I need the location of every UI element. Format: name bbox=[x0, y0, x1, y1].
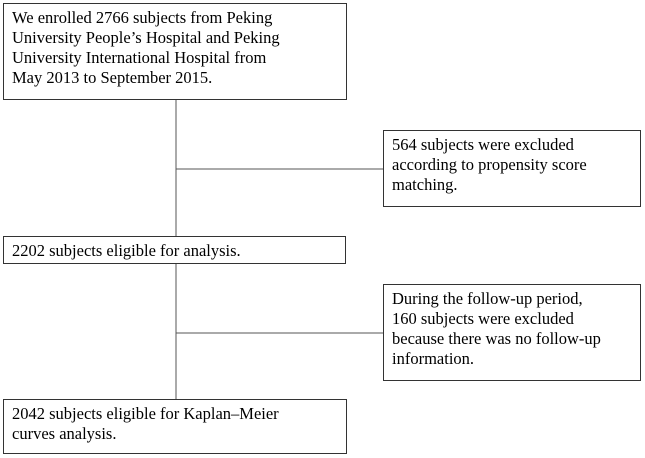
excluded-followup-text-line: because there was no follow-up bbox=[392, 329, 601, 348]
eligible-km-box bbox=[3, 399, 347, 454]
excluded-psm-text-line: 564 subjects were excluded bbox=[392, 135, 574, 154]
eligible-km-text-line: 2042 subjects eligible for Kaplan–Meier bbox=[12, 404, 279, 423]
enrolled-text-line: We enrolled 2766 subjects from Peking bbox=[12, 8, 273, 27]
enrolled-text-line: University International Hospital from bbox=[12, 48, 267, 67]
eligible-km-text-line: curves analysis. bbox=[12, 424, 117, 443]
excluded-followup-text-line: 160 subjects were excluded bbox=[392, 309, 574, 328]
enrolled-box bbox=[3, 3, 347, 100]
excluded-followup-text-line: information. bbox=[392, 349, 475, 368]
enrolled-text-line: University People’s Hospital and Peking bbox=[12, 28, 280, 47]
excluded-followup-text-line: During the follow-up period, bbox=[392, 289, 583, 308]
eligible-analysis-text-line: 2202 subjects eligible for analysis. bbox=[12, 241, 241, 260]
excluded-psm-text-line: according to propensity score bbox=[392, 155, 587, 174]
enrolled-text-line: May 2013 to September 2015. bbox=[12, 68, 213, 87]
excluded-psm-text-line: matching. bbox=[392, 175, 458, 194]
excluded-followup-box bbox=[383, 284, 641, 381]
eligible-analysis-box bbox=[3, 236, 346, 264]
excluded-psm-box bbox=[383, 130, 641, 207]
